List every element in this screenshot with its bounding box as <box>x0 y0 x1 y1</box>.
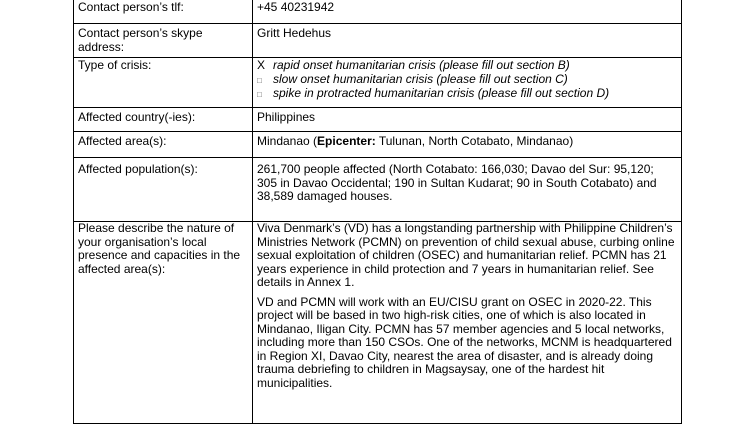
row-affected-area <box>74 132 682 158</box>
crisis-option-slow-text: slow onset humanitarian crisis (please fill out section C) <box>273 71 568 86</box>
row-contact-tlf <box>74 0 682 24</box>
contact-skype-label: Contact person’s skype address: <box>74 24 253 58</box>
contact-skype-value: Gritt Hedehus <box>253 24 682 58</box>
crisis-option-protracted-text: spike in protracted humanitarian crisis (please fill out section D) <box>273 86 610 100</box>
contact-tlf-label: Contact person’s tlf: <box>74 0 253 24</box>
crisis-type-options <box>253 58 682 108</box>
crisis-option-slow[interactable] <box>257 73 677 88</box>
crisis-option-rapid[interactable] <box>257 59 677 73</box>
crisis-type-label: Type of crisis: <box>74 58 253 108</box>
crisis-option-protracted[interactable] <box>257 87 677 102</box>
local-presence-value <box>253 222 682 424</box>
crisis-option-rapid-mark: X <box>257 58 266 72</box>
crisis-option-slow-checkbox: □ <box>257 75 262 85</box>
affected-area-value <box>253 132 682 158</box>
row-crisis-type <box>74 58 682 108</box>
crisis-option-protracted-checkbox: □ <box>257 90 262 99</box>
local-presence-label: Please describe the nature of your organisation’s local presence and capacities in the affected area(s): <box>74 222 253 424</box>
affected-country-value: Philippines <box>253 108 682 132</box>
crisis-option-rapid-text: rapid onset humanitarian crisis (please fill out section B) <box>273 58 570 72</box>
affected-area-suffix: Tulunan, North Cotabato, Mindanao) <box>375 134 574 148</box>
local-presence-paragraph-2: VD and PCMN will work with an EU/CISU grant on OSEC in 2020-22. This project will be based in two high-risk cities, one of which is also located in Mindanao, Iligan City. PCMN has 57 member agencies and 5 local networks, including more than 150 CSOs. One of the networks, MCNM is headquartered in Region XI, Davao City, nearest the area of disaster, and is already doing trauma debriefing to children in Magsaysay, one of the hardest hit municipalities. <box>257 294 672 390</box>
row-affected-population <box>74 158 682 222</box>
affected-area-label: Affected area(s): <box>74 132 253 158</box>
row-local-presence <box>74 222 682 424</box>
contact-tlf-value: +45 40231942 <box>253 0 682 24</box>
local-presence-paragraph-1: Viva Denmark’s (VD) has a longstanding partnership with Philippine Children’s Ministries Network (PCMN) on prevention of child sexual abuse, curbing online sexual exploitation of children (OSEC) and humanitarian relief. PCMN has 21 years experience in child protection and 7 years in humanitarian relief. See details in Annex 1. <box>257 221 675 289</box>
affected-population-label: Affected population(s): <box>74 158 253 222</box>
affected-area-prefix: Mindanao ( <box>257 134 318 148</box>
affected-country-label: Affected country(-ies): <box>74 108 253 132</box>
row-contact-skype <box>74 24 682 58</box>
row-affected-country <box>74 108 682 132</box>
affected-area-epicenter-label: Epicenter: <box>317 134 376 148</box>
application-form-table <box>73 0 682 424</box>
affected-population-value: 261,700 people affected (North Cotabato: 166,030; Davao del Sur: 95,120; 305 in Davao Occidental; 190 in Sultan Kudarat; 90 in South Cotabato) and 38,589 damaged houses. <box>253 158 682 222</box>
